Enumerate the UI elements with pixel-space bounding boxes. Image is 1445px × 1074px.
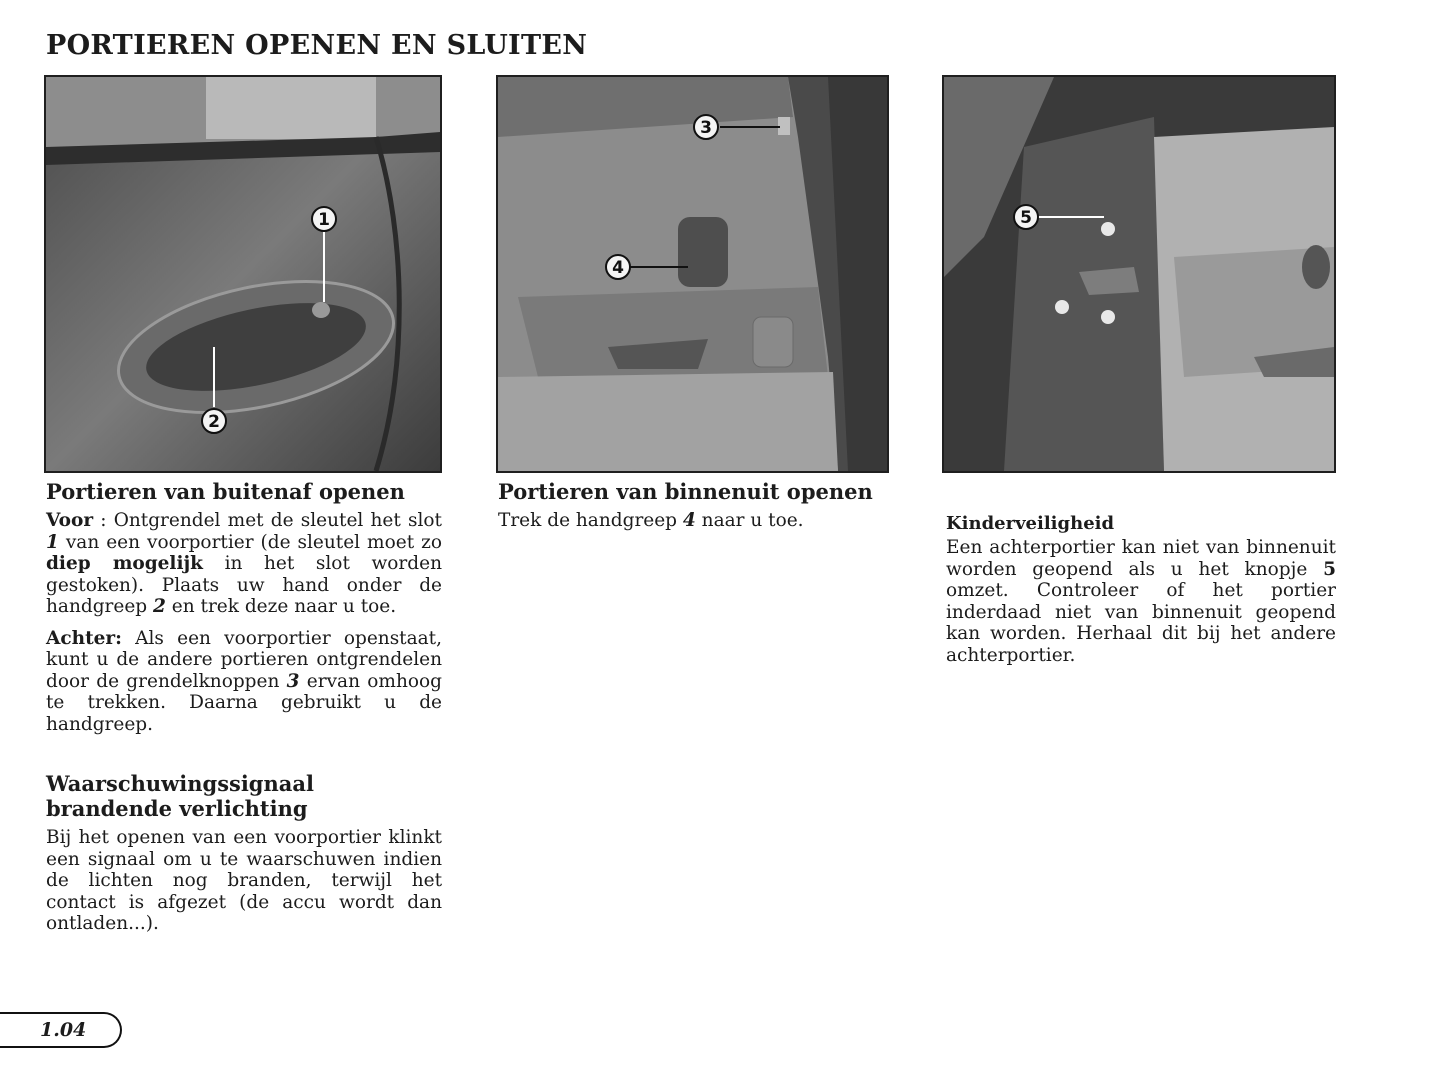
svg-text:1: 1 [318, 210, 330, 230]
page-number-tab [0, 1012, 122, 1048]
callout-4 [606, 255, 630, 279]
column-outside [46, 479, 442, 945]
callout-1 [312, 207, 336, 231]
paragraph-inside: Trek de handgreep 4 naar u toe. [498, 510, 804, 531]
page-title: PORTIEREN OPENEN EN SLUITEN [46, 30, 588, 61]
paragraph-achter: Achter: Als een voorportier openstaat, kunt u de andere portieren ontgrendelen door de grendelknoppen 3 ervan omhoog te trekken. Daarna gebruikt u de handgreep. [46, 627, 442, 735]
heading-child-safety: Kinderveiligheid [946, 513, 1115, 534]
heading-outside: Portieren van buitenaf openen [46, 479, 405, 504]
paragraph-warning-signal: Bij het openen van een voorportier klinkt een signaal om u te waarschuwen indien de lichten nog branden, terwijl het contact is afgezet (de accu wordt dan ontladen...). [46, 827, 442, 934]
heading-inside: Portieren van binnenuit openen [498, 479, 873, 504]
callout-5 [1014, 205, 1038, 229]
photo-child-lock [942, 75, 1336, 473]
photo-inside-panel [496, 75, 889, 473]
heading-warning-signal: Waarschuwingssignaal brandende verlichting [46, 771, 314, 821]
paragraph-voor: Voor : Ontgrendel met de sleutel het slot 1 van een voorportier (de sleutel moet zo diep mogelijk in het slot worden gestoken). Plaats uw hand onder de handgreep 2 en trek deze naar u toe. [46, 510, 442, 617]
paragraph-child-safety: Een achterportier kan niet van binnenuit worden geopend als u het knopje 5 omzet. Controleer of het portier inderdaad niet van binnenuit geopend kan worden. Herhaal dit bij het andere achterportier. [946, 537, 1336, 666]
callout-2 [202, 409, 226, 433]
photo-outside-handle [44, 75, 442, 473]
column-child-safety [946, 513, 1336, 676]
svg-text:3: 3 [700, 118, 712, 138]
svg-text:2: 2 [208, 412, 220, 432]
svg-text:5: 5 [1020, 208, 1032, 228]
svg-text:4: 4 [612, 258, 624, 278]
callout-3 [694, 115, 718, 139]
column-inside [498, 479, 888, 542]
page-number: 1.04 [40, 1019, 87, 1041]
